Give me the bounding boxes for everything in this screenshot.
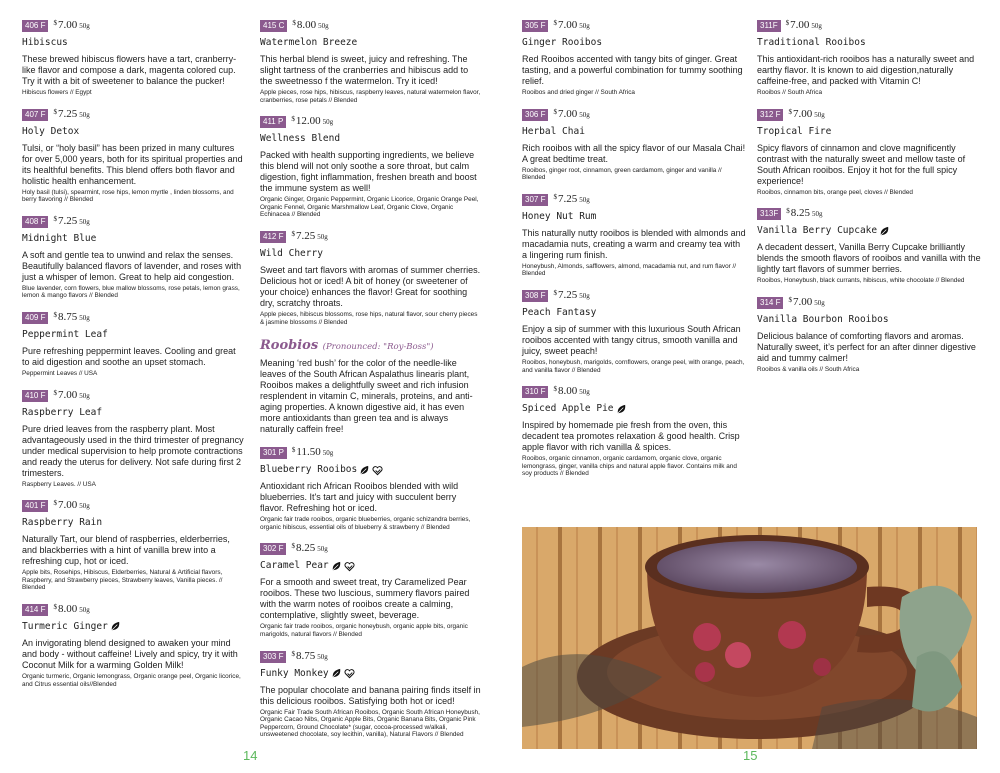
price-value: 8.25 (295, 542, 316, 555)
item-weight: 50g (811, 210, 823, 219)
item-price (291, 541, 327, 556)
price-value: 8.75 (295, 649, 316, 662)
item-description: The popular chocolate and banana pairing finds itself in this delicious rooibos. Satisfying both hot or iced! (260, 684, 481, 706)
tea-item (22, 18, 244, 97)
price-value: 7.00 (557, 19, 578, 31)
currency-symbol: $ (291, 649, 295, 658)
item-name (22, 36, 244, 50)
item-code: 303 F (260, 651, 286, 663)
item-description: Naturally Tart, our blend of raspberries, elderberries, and blackberries with a hint of vanilla brew into a refreshing cup, hot or iced. (22, 534, 230, 567)
item-ingredients: Rooibos, cinnamon bits, orange peel, cloves // Blended (757, 188, 913, 196)
item-description: Spicy flavors of cinnamon and clove magnificently contrast with the naturally sweet and mellow taste of South African rooibos. Enjoy it hot for the full spicy experience! (757, 142, 966, 186)
item-code: 307 F (522, 194, 548, 206)
item-weight: 50g (579, 22, 590, 30)
rooibos-section (260, 336, 482, 435)
item-description: Packed with health supporting ingredients, we believe this blend will not only soothe a sore throat, but calm digestion, fight inflammation, freshen breath and boost the immune system as well! (260, 150, 477, 194)
item-header (757, 206, 981, 221)
item-weight: 50g (814, 298, 825, 307)
item-name (522, 210, 746, 224)
item-code: 415 C (260, 20, 287, 32)
item-name-text: Peach Fantasy (522, 306, 597, 318)
item-name-text: Spiced Apple Pie (522, 403, 614, 415)
price-value: 7.25 (57, 107, 78, 120)
item-header (22, 214, 244, 229)
item-weight: 50g (79, 110, 90, 119)
item-name-text: Caramel Pear (260, 560, 329, 572)
item-header (260, 445, 482, 460)
item-header (522, 107, 746, 122)
item-name (522, 402, 746, 416)
currency-symbol: $ (53, 310, 57, 319)
item-description: Delicious balance of comforting flavors and aromas. Naturally sweet, it’s perfect for an after dinner digestive aid and tummy calmer! (757, 330, 976, 363)
heart-icon (372, 465, 383, 476)
item-weight: 50g (79, 391, 90, 400)
item-name-text: Honey Nut Rum (522, 210, 597, 222)
item-code: 410 F (22, 390, 48, 402)
item-code: 406 F (22, 20, 48, 32)
item-ingredients: Honeybush, Almonds, safflowers, almond, macadamia nut, and rum flavor // Blended (522, 262, 737, 278)
currency-symbol: $ (53, 602, 57, 611)
item-ingredients: Blue lavender, corn flowers, blue mallow blossoms, rose petals, lemon grass, lemon & mango flavors // Blended (22, 284, 240, 300)
item-name (757, 36, 981, 50)
item-price (553, 18, 589, 33)
item-code: 409 F (22, 312, 48, 324)
item-code: 314 F (757, 297, 783, 309)
item-description: Rich rooibos with all the spicy flavor of our Masala Chai! A great bedtime treat. (522, 142, 746, 164)
rooibos-pronunciation: (Pronounced: "Roy-Boss") (322, 342, 434, 353)
price-value: 7.00 (790, 19, 810, 31)
rooibos-title: Roobios (260, 338, 319, 354)
page-number-right: 15 (743, 748, 758, 763)
item-name (522, 36, 746, 50)
price-value: 8.00 (296, 19, 317, 31)
item-weight: 50g (322, 449, 334, 458)
item-ingredients: Apple pieces, rose hips, hibiscus, raspberry leaves, natural watermelon flavor, cranberries, rose petals // Blended (260, 89, 481, 104)
item-name (260, 559, 482, 573)
currency-symbol: $ (53, 499, 57, 508)
item-name (260, 667, 482, 681)
item-code: 306 F (522, 109, 548, 121)
price-value: 7.00 (792, 107, 813, 120)
item-weight: 50g (317, 232, 328, 241)
item-name-text: Tropical Fire (757, 125, 832, 137)
heart-icon (344, 561, 355, 572)
item-header (757, 295, 981, 310)
item-weight: 50g (579, 195, 590, 204)
tea-item (757, 107, 981, 197)
item-price (291, 114, 333, 129)
item-header (757, 18, 981, 33)
item-name (757, 313, 981, 327)
item-ingredients: Holy basil (tulsi), spearmint, rose hips, lemon myrtle , linden blossoms, and berry flavoring // Blended (22, 188, 234, 204)
item-code: 302 F (260, 543, 286, 555)
organic-leaf-icon (879, 226, 890, 237)
item-price (553, 288, 589, 303)
item-name-text: Raspberry Leaf (22, 406, 103, 418)
item-name (22, 406, 244, 420)
item-description: An invigorating blend designed to awaken your mind and body - without caffeine! Lively and spicy, try it with Coconut Milk for a warming Golden Milk! (22, 637, 238, 670)
item-price (53, 388, 89, 403)
item-name-text: Traditional Rooibos (757, 37, 866, 48)
currency-symbol: $ (553, 107, 557, 116)
item-price (291, 649, 327, 664)
item-weight: 50g (814, 110, 825, 119)
item-description: This antioxidant-rich rooibos has a naturally sweet and earthy flavor. It is known to aid digestion,naturally caffeine-free, and packed with Vitamin C! (757, 54, 975, 86)
rooibos-intro: Meaning ‘red bush’ for the color of the needle-like leaves of the South African Aspalathus linearis plant, Rooibos makes a delightfully sweet and rich infusion resplendent in vitamin C, minerals, proteins, and anti-aging properties. A known digestive aid, it has even more antioxidants than green tea and is always naturally caffein free! (260, 358, 473, 435)
item-description: Red Rooibos accented with tangy bits of ginger. Great tasting, and a powerful combination for tummy soothing relief. (522, 54, 743, 86)
currency-symbol: $ (785, 19, 790, 27)
item-code: 313F (757, 208, 781, 220)
item-ingredients: Rooibos, honeybush, marigolds, cornflowers, orange peel, with orange, peach, and vanilla flavor // Blended (522, 358, 745, 374)
item-ingredients: Organic turmeric, Organic lemongrass, Organic orange peel, Organic licorice, and Citrus essential oils//Blended (22, 672, 241, 688)
item-name-text: Holy Detox (22, 125, 80, 137)
item-price (53, 107, 89, 122)
tea-item (757, 295, 981, 374)
price-value: 7.25 (57, 214, 78, 227)
price-value: 8.00 (57, 602, 78, 615)
item-header (260, 18, 482, 33)
price-value: 12.00 (295, 115, 321, 128)
price-value: 7.00 (57, 19, 78, 31)
item-name (260, 132, 482, 146)
item-description: A decadent dessert, Vanilla Berry Cupcake brilliantly blends the smooth flavors of rooibos and vanilla with the lightly tart flavors of summer berries. (757, 242, 981, 275)
currency-symbol: $ (786, 207, 790, 216)
item-header (522, 18, 746, 33)
item-name (522, 306, 746, 320)
item-name (22, 125, 244, 139)
item-code: 311F (757, 20, 781, 32)
item-weight: 50g (79, 605, 90, 614)
item-header (22, 498, 244, 513)
item-weight: 50g (79, 22, 90, 30)
item-name (522, 125, 746, 139)
item-code: 310 F (522, 386, 548, 398)
item-ingredients: Rooibos, ginger root, cinnamon, green cardamom, ginger and vanilla // Blended (522, 166, 722, 182)
item-name-text: Herbal Chai (522, 125, 585, 137)
item-header (260, 229, 482, 244)
item-name-text: Wild Cherry (260, 247, 323, 259)
tea-item (522, 107, 746, 182)
column-1 (22, 18, 244, 698)
price-value: 7.25 (295, 229, 316, 242)
item-price (292, 18, 328, 33)
price-value: 8.00 (557, 385, 578, 398)
item-description: Tulsi, or “holy basil” has been prized in many cultures for over 5,000 years, both for its spiritual properties and its healthful benefits. This blend offers both flavor and holistic health enhancement. (22, 142, 243, 186)
item-description: Pure dried leaves from the raspberry plant. Most advantageously used in the third trimester of pregnancy under medical supervision to help promote contractions and ready the uterus for delivery. Not safe during first 2 trimesters. (22, 423, 244, 478)
item-header (260, 114, 482, 129)
item-header (22, 18, 244, 33)
heart-icon (344, 668, 355, 679)
item-price (788, 295, 824, 310)
currency-symbol: $ (53, 214, 57, 223)
column-3 (522, 18, 746, 488)
item-name-text: Hibiscus (22, 37, 68, 48)
item-description: Enjoy a sip of summer with this luxurious South African rooibos accented with tangy citrus, smooth vanilla and juicy, sweet peach! (522, 323, 741, 356)
item-weight: 50g (811, 22, 822, 30)
tea-item (757, 18, 981, 97)
item-code: 305 F (522, 20, 548, 32)
item-header (22, 388, 244, 403)
item-description: Sweet and tart flavors with aromas of summer cherries. Delicious hot or iced! A bit of honey (or sweetener of your choice) enhances the flavor! Great for soothing dry, scratchy throats. (260, 264, 481, 308)
item-name-text: Wellness Blend (260, 133, 341, 145)
item-description: This herbal blend is sweet, juicy and refreshing. The slight tartness of the cranberries and hibiscus add to the sweetnesso f the watermelon. Try it iced! (260, 54, 469, 86)
item-price (788, 107, 824, 122)
item-weight: 50g (79, 502, 90, 511)
currency-symbol: $ (553, 192, 557, 201)
tea-item (522, 384, 746, 478)
item-header (260, 649, 482, 664)
item-weight: 50g (322, 118, 334, 127)
item-code: 411 P (260, 116, 286, 128)
tea-item (757, 206, 981, 285)
item-ingredients: Rooibos and dried ginger // South Africa (522, 89, 635, 96)
item-price (786, 18, 822, 33)
rooibos-heading (260, 336, 482, 354)
item-code: 412 F (260, 231, 286, 243)
tea-item (260, 18, 482, 104)
currency-symbol: $ (788, 295, 792, 304)
item-ingredients: Rooibos, organic cinnamon, organic cardamom, organic clove, organic lemongrass, ginger, vanilla chips and natural apple flavor. Contains milk and soy products // Blended (522, 455, 737, 478)
item-name-text: Blueberry Rooibos (260, 464, 358, 476)
currency-symbol: $ (53, 107, 57, 116)
item-code: 301 P (260, 447, 287, 459)
item-description: Pure refreshing peppermint leaves. Cooling and great to aid digestion and soothe an upset stomach. (22, 345, 236, 367)
item-weight: 50g (579, 110, 590, 119)
item-weight: 50g (318, 22, 329, 30)
tea-item (260, 541, 482, 638)
item-name-text: Turmeric Ginger (22, 620, 108, 632)
tea-item (260, 445, 482, 531)
tea-item (522, 288, 746, 374)
item-name (260, 36, 482, 50)
item-weight: 50g (579, 291, 590, 300)
item-name (260, 463, 482, 477)
price-value: 7.00 (557, 107, 578, 120)
item-ingredients: Organic Fair Trade South African Rooibos, Organic South African Honeybush, Organic Cacao Nibs, Organic Apple Bits, Organic Banana Bits, Organic Pink Peppercorn, Ground Chocolate* (sugar, cocoa-processed w/alkali, unsweetened chocolate, soy lecithin, vanilla), Natural Flavors // Blended (260, 708, 480, 739)
column-2-top (260, 18, 482, 326)
item-price (291, 229, 327, 244)
item-ingredients: Organic fair trade rooibos, organic honeybush, organic apple bits, organic marigolds, natural flavors // Blended (260, 623, 468, 638)
organic-leaf-icon (110, 621, 121, 632)
tea-cup-photo (522, 527, 977, 749)
currency-symbol: $ (291, 446, 296, 455)
item-price (553, 384, 589, 399)
item-description: These brewed hibiscus flowers have a tart, cranberry-like flavor and compose a dark, magenta colored cup. Try it with a bit of sweetener to balance the pucker! (22, 54, 237, 86)
item-name (757, 224, 981, 238)
item-description: A soft and gentle tea to unwind and relax the senses. Beautifully balanced flavors of lavender, and roses with just a whisper of lemon. Great to help aid congestion. (22, 249, 242, 282)
tea-item (22, 498, 244, 592)
item-price (53, 498, 89, 513)
item-code: 401 F (22, 500, 48, 512)
currency-symbol: $ (53, 388, 57, 397)
tea-item (522, 18, 746, 97)
item-name-text: Funky Monkey (260, 667, 329, 679)
tea-item (22, 388, 244, 489)
price-value: 8.75 (57, 310, 78, 323)
item-name-text: Vanilla Bourbon Rooibos (757, 313, 889, 325)
item-name-text: Midnight Blue (22, 232, 97, 244)
item-name (22, 328, 244, 342)
item-code: 408 F (22, 216, 48, 228)
currency-symbol: $ (291, 115, 295, 124)
item-name (22, 516, 244, 530)
item-name-text: Vanilla Berry Cupcake (757, 225, 878, 237)
currency-symbol: $ (292, 19, 296, 27)
item-name (22, 232, 244, 246)
tea-item (260, 114, 482, 219)
tea-item (22, 602, 244, 688)
item-name-text: Watermelon Breeze (260, 37, 358, 48)
item-name (22, 620, 244, 634)
price-value: 7.25 (557, 192, 578, 205)
item-header (522, 288, 746, 303)
organic-leaf-icon (616, 404, 627, 415)
currency-symbol: $ (53, 19, 57, 27)
item-price (53, 214, 89, 229)
item-weight: 50g (79, 217, 90, 226)
price-value: 7.00 (57, 499, 78, 512)
item-header (22, 310, 244, 325)
item-ingredients: Apple bits, Rosehips, Hibiscus, Elderberries, Natural & Artificial flavors, Raspberry, and Strawberry pieces, Strawberry leaves, Vanilla pieces. // Blended (22, 569, 223, 592)
currency-symbol: $ (553, 385, 557, 394)
item-header (260, 541, 482, 556)
item-name (757, 125, 981, 139)
organic-leaf-icon (359, 465, 370, 476)
tea-item (22, 107, 244, 204)
item-code: 414 F (22, 604, 48, 616)
item-price (53, 310, 89, 325)
item-header (522, 384, 746, 399)
tea-item (22, 310, 244, 378)
item-ingredients: Apple pieces, hibiscus blossoms, rose hips, natural flavor, sour cherry pieces & jasmine blossoms // Blended (260, 310, 478, 326)
price-value: 7.00 (57, 388, 78, 401)
item-price (53, 18, 89, 33)
item-header (22, 602, 244, 617)
item-code: 312 F (757, 109, 783, 121)
item-header (757, 107, 981, 122)
currency-symbol: $ (788, 107, 792, 116)
item-weight: 50g (317, 545, 328, 554)
organic-leaf-icon (331, 668, 342, 679)
column-4 (757, 18, 981, 383)
currency-symbol: $ (553, 288, 557, 297)
item-ingredients: Rooibos & vanilla oils // South Africa (757, 365, 860, 373)
tea-item (260, 229, 482, 326)
item-weight: 50g (579, 388, 590, 397)
item-ingredients: Raspberry Leaves. // USA (22, 480, 96, 488)
item-weight: 50g (79, 313, 90, 322)
item-ingredients: Hibiscus flowers // Egypt (22, 89, 92, 96)
item-name-text: Raspberry Rain (22, 517, 103, 529)
price-value: 8.25 (790, 207, 810, 220)
item-description: Antioxidant rich African Rooibos blended with wild blueberries. It's tart and juicy with succulent berry flavor. Refreshing hot or iced. (260, 481, 459, 514)
item-name (260, 247, 482, 261)
currency-symbol: $ (291, 229, 295, 238)
price-value: 11.50 (296, 446, 321, 459)
item-ingredients: Organic Ginger, Organic Peppermint, Organic Licorice, Organic Orange Peel, Organic Fennel, Organic Marshmallow Leaf, Organic Clove, Organic Echinacea // Blended (260, 196, 479, 219)
item-description: This naturally nutty rooibos is blended with almonds and macadamia nuts, creating a warm and creamy tea with a lingering rum finish. (522, 227, 746, 260)
item-description: For a smooth and sweet treat, try Caramelized Pear rooibos. These two luscious, summery flavors paired with the warm notes of rooibos create a calming, contemplative, slightly sweet, beverage. (260, 577, 470, 621)
item-header (522, 192, 746, 207)
item-price (553, 192, 589, 207)
item-weight: 50g (317, 652, 328, 661)
item-price (786, 206, 822, 221)
item-header (22, 107, 244, 122)
currency-symbol: $ (553, 19, 557, 27)
item-price (553, 107, 589, 122)
item-name-text: Ginger Rooibos (522, 37, 603, 48)
item-price (292, 445, 333, 460)
tea-item (522, 192, 746, 278)
item-ingredients: Peppermint Leaves // USA (22, 369, 98, 377)
item-name-text: Peppermint Leaf (22, 328, 108, 340)
item-ingredients: Rooibos, Honeybush, black currants, hibiscus, white chocolate // Blended (757, 277, 965, 285)
page-number-left: 14 (243, 748, 258, 763)
price-value: 7.00 (792, 295, 813, 308)
item-code: 308 F (522, 290, 548, 302)
item-ingredients: Organic fair trade rooibos, organic blueberries, organic schizandra berries, organic hibiscus, essential oils of blueberry & strawberry // Blended (260, 516, 471, 531)
item-code: 407 F (22, 109, 48, 121)
price-value: 7.25 (557, 288, 578, 301)
tea-item (260, 649, 482, 739)
tea-item (22, 214, 244, 300)
column-2-bottom (260, 445, 482, 739)
organic-leaf-icon (331, 561, 342, 572)
item-ingredients: Rooibos // South Africa (757, 89, 823, 96)
item-price (53, 602, 89, 617)
item-description: Inspired by homemade pie fresh from the oven, this decadent tea promotes relaxation & good health. Crisp apple flavor with rich vanilla & spices. (522, 420, 740, 453)
currency-symbol: $ (291, 542, 295, 551)
column-2 (260, 18, 482, 749)
